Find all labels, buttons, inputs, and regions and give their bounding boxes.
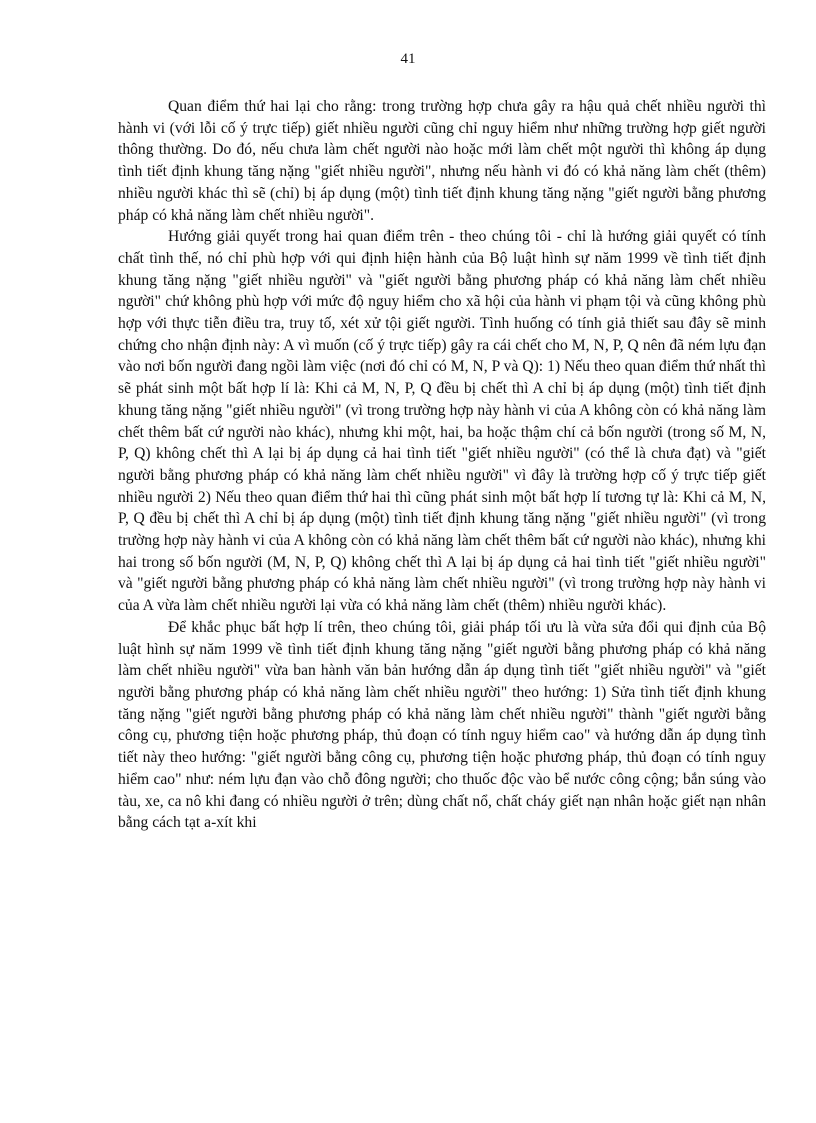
body-text: [118, 96, 766, 834]
page-number: 41: [400, 51, 416, 67]
paragraph-1: Quan điểm thứ hai lại cho rằng: trong trường hợp chưa gây ra hậu quả chết nhiều người thì hành vi (với lỗi cố ý trực tiếp) giết nhiều người cũng chỉ nguy hiểm như những trường hợp giết người thông thường. Do đó, nếu chưa làm chết người nào hoặc mới làm chết một người thì không áp dụng tình tiết định khung tăng nặng "giết nhiều người", nhưng nếu hành vi đó có khả năng làm chết (thêm) nhiều người khác thì sẽ (chỉ) bị áp dụng (một) tình tiết định khung tăng nặng "giết người bằng phương pháp có khả năng làm chết nhiều người".: [118, 98, 766, 224]
paragraph-3: Để khắc phục bất hợp lí trên, theo chúng tôi, giải pháp tối ưu là vừa sửa đổi qui định của Bộ luật hình sự năm 1999 về tình tiết định khung tăng nặng "giết người bằng phương pháp có khả năng làm chết nhiều người" vừa ban hành văn bản hướng dẫn áp dụng tình tiết "giết nhiều người" và "giết người bằng phương pháp có khả năng làm chết nhiều người" theo hướng: 1) Sửa tình tiết định khung tăng nặng "giết người bằng phương pháp có khả năng làm chết nhiều người" thành "giết người bằng công cụ, phương tiện hoặc phương pháp, thủ đoạn có tính nguy hiểm cao" và hướng dẫn áp dụng tình tiết này theo hướng: "giết người bằng công cụ, phương tiện hoặc phương pháp, thủ đoạn có tính nguy hiểm cao" như: ném lựu đạn vào chỗ đông người; cho thuốc độc vào bể nước công cộng; bắn súng vào tàu, xe, ca nô khi đang có nhiều người ở trên; dùng chất nổ, chất cháy giết nạn nhân hoặc giết nạn nhân bằng cách tạt a-xít khi: [118, 618, 766, 832]
paragraph-2: Hướng giải quyết trong hai quan điểm trên - theo chúng tôi - chỉ là hướng giải quyết có tính chất tình thế, nó chỉ phù hợp với qui định hiện hành của Bộ luật hình sự năm 1999 về tình tiết định khung tăng nặng "giết nhiều người" và "giết người bằng phương pháp có khả năng làm chết nhiều người" chứ không phù hợp với mức độ nguy hiểm cho xã hội của hành vi phạm tội và cũng không phù hợp với thực tiễn điều tra, truy tố, xét xử tội giết người. Tình huống có tính giả thiết sau đây sẽ minh chứng cho nhận định này: A vì muốn (cố ý trực tiếp) gây ra cái chết cho M, N, P, Q nên đã ném lựu đạn vào nơi bốn người đang ngồi làm việc (nơi đó chỉ có M, N, P và Q): 1) Nếu theo quan điểm thứ nhất thì sẽ phát sinh một bất hợp lí là: Khi cả M, N, P, Q đều bị chết thì A chỉ bị áp dụng (một) tình tiết định khung tăng nặng "giết nhiều người" (vì trong trường hợp này hành vi của A không còn có khả năng làm chết thêm bất cứ người nào khác), nhưng khi một, hai, ba hoặc thậm chí cả bốn người (trong số M, N, P, Q) không chết thì A lại bị áp dụng cả hai tình tiết "giết nhiều người" (có thể là chưa đạt) và "giết người bằng phương pháp có khả năng làm chết nhiều người" vì đây là trường hợp cố ý trực tiếp giết nhiều người 2) Nếu theo quan điểm thứ hai thì cũng phát sinh một bất hợp lí tương tự là: Khi cả M, N, P, Q đều bị chết thì A chỉ bị áp dụng (một) tình tiết định khung tăng nặng "giết nhiều người" (vì trong trường hợp này hành vi của A không còn có khả năng làm chết thêm bất cứ người nào khác), nhưng khi hai trong số bốn người (M, N, P, Q) không chết thì A lại bị áp dụng cả hai tình tiết "giết nhiều người" và "giết người bằng phương pháp có khả năng làm chết nhiều người" (vì trong trường hợp này hành vi của A vừa làm chết nhiều người lại vừa có khả năng làm chết (thêm) nhiều người khác).: [118, 228, 766, 615]
